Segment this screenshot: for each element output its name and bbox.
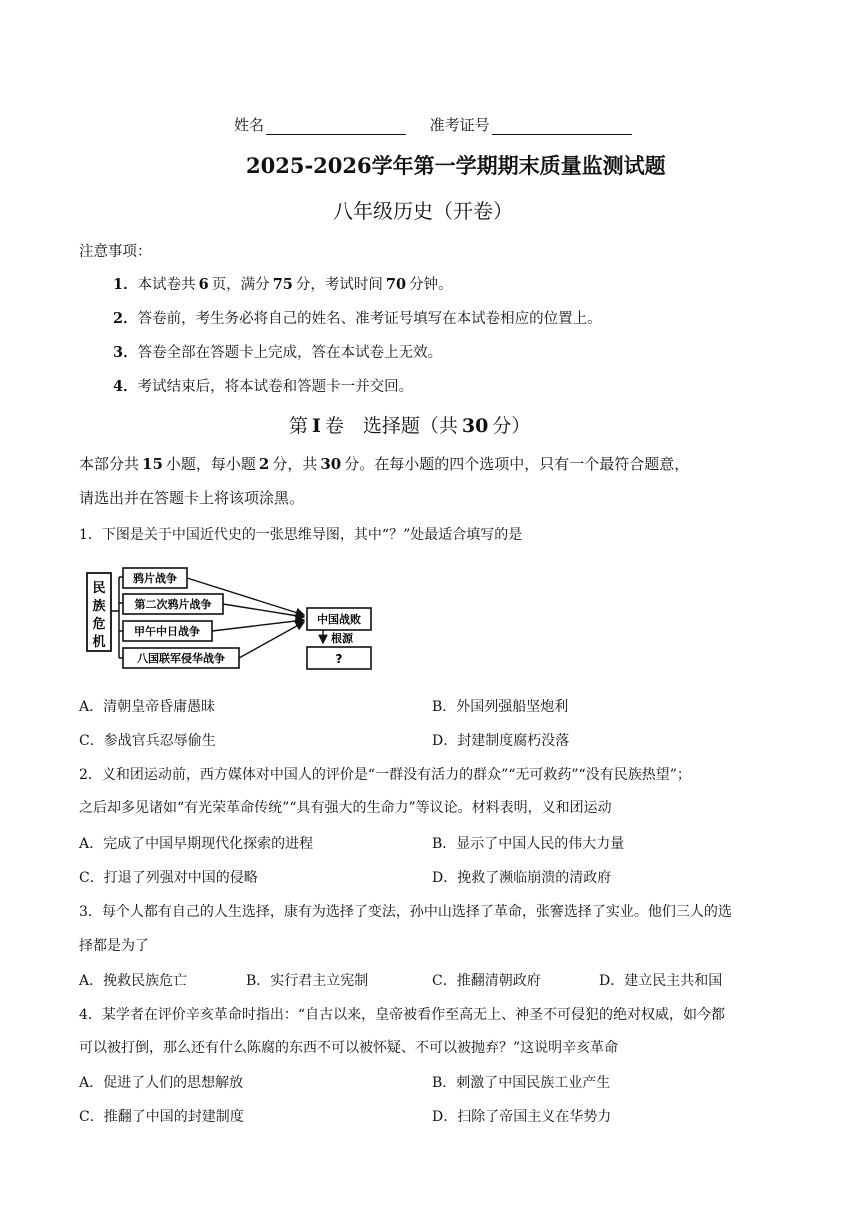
q2-option-c: C．打退了列强对中国的侵略 <box>79 870 258 886</box>
exam-id-label: 准考证号 <box>429 116 490 134</box>
q2-option-b: B．显示了中国人民的伟大力量 <box>432 836 625 852</box>
side-char-4: 机 <box>92 635 106 650</box>
war-label-3: 甲午中日战争 <box>134 625 200 638</box>
notice-heading: 注意事项： <box>79 244 152 260</box>
notice-item-3: 3．答卷全部在答题卡上完成，答在本试卷上无效。 <box>113 344 443 361</box>
question-2-stem-line2: 之后却多见诸如“有光荣革命传统”“具有强大的生命力”等议论。材料表明，义和团运动 <box>79 800 612 816</box>
q4-option-b: B．刺激了中国民族工业产生 <box>432 1075 611 1091</box>
notice-item-4: 4．考试结束后，将本试卷和答题卡一并交回。 <box>113 378 414 395</box>
notice-item-2: 2．答卷前，考生务必将自己的姓名、准考证号填写在本试卷相应的位置上。 <box>113 310 602 327</box>
question-mark: ? <box>335 652 343 666</box>
war-label-1: 鸦片战争 <box>133 572 177 585</box>
q1-option-b: B．外国列强船坚炮利 <box>432 699 569 715</box>
name-field-row <box>234 114 632 135</box>
section-title: 第 I 卷 选择题（共 30 分） <box>289 415 531 437</box>
q3-option-b: B．实行君主立宪制 <box>246 973 369 989</box>
exam-title: 2025-2026学年第一学期期末质量监测试题 <box>246 153 666 178</box>
q3-option-d: D．建立民主共和国 <box>599 973 723 989</box>
question-4-stem-line1: 4．某学者在评价辛亥革命时指出：“自古以来，皇帝被看作至高无上、神圣不可侵犯的绝对权威，如今都 <box>79 1007 726 1023</box>
q1-option-d: D．封建制度腐朽没落 <box>432 733 570 749</box>
question-1-stem: 1．下图是关于中国近代史的一张思维导图，其中“？”处最适合填写的是 <box>79 527 523 543</box>
section-intro-line2: 请选出并在答题卡上将该项涂黑。 <box>79 489 305 507</box>
q1-option-c: C．参战官兵忍辱偷生 <box>79 733 216 749</box>
side-char-3: 危 <box>92 617 106 632</box>
side-char-2: 族 <box>92 599 106 614</box>
result-label: 中国战败 <box>317 613 361 626</box>
q2-option-a: A．完成了中国早期现代化探索的进程 <box>79 836 314 852</box>
war-label-2: 第二次鸦片战争 <box>134 598 212 611</box>
question-3-stem-line1: 3．每个人都有自己的人生选择，康有为选择了变法，孙中山选择了革命，张謇选择了实业。他们三人的选 <box>79 904 732 920</box>
section-intro-line1: 本部分共 15 小题，每小题 2 分，共 30 分。在每小题的四个选项中，只有一个最符合题意， <box>79 455 690 473</box>
name-label: 姓名 <box>234 116 265 134</box>
q4-option-d: D．扫除了帝国主义在华势力 <box>432 1109 612 1125</box>
question-4-stem-line2: 可以被打倒，那么还有什么陈腐的东西不可以被怀疑、不可以被抛弃？”这说明辛亥革命 <box>79 1040 619 1056</box>
q4-option-c: C．推翻了中国的封建制度 <box>79 1109 244 1125</box>
question-2-stem-line1: 2．义和团运动前，西方媒体对中国人的评价是“一群没有活力的群众”“无可救药”“没有民族热望”； <box>79 767 691 783</box>
exam-subtitle: 八年级历史（开卷） <box>333 199 513 223</box>
q3-option-a: A．挽救民族危亡 <box>79 973 188 989</box>
q2-option-d: D．挽救了濒临崩溃的清政府 <box>432 870 612 886</box>
q4-option-a: A．促进了人们的思想解放 <box>79 1075 244 1091</box>
question-3-stem-line2: 择都是为了 <box>79 938 149 954</box>
notice-item-1: 1．本试卷共 6 页，满分 75 分，考试时间 70 分钟。 <box>113 276 453 293</box>
q3-option-c: C．推翻清朝政府 <box>432 973 541 989</box>
root-label: 根源 <box>331 632 353 645</box>
mind-map-diagram <box>85 563 380 675</box>
q1-option-a: A．清朝皇帝昏庸愚昧 <box>79 699 216 715</box>
war-label-4: 八国联军侵华战争 <box>137 652 225 665</box>
name-blank[interactable] <box>266 118 406 135</box>
side-char-1: 民 <box>92 581 106 596</box>
exam-id-blank[interactable] <box>492 118 632 135</box>
